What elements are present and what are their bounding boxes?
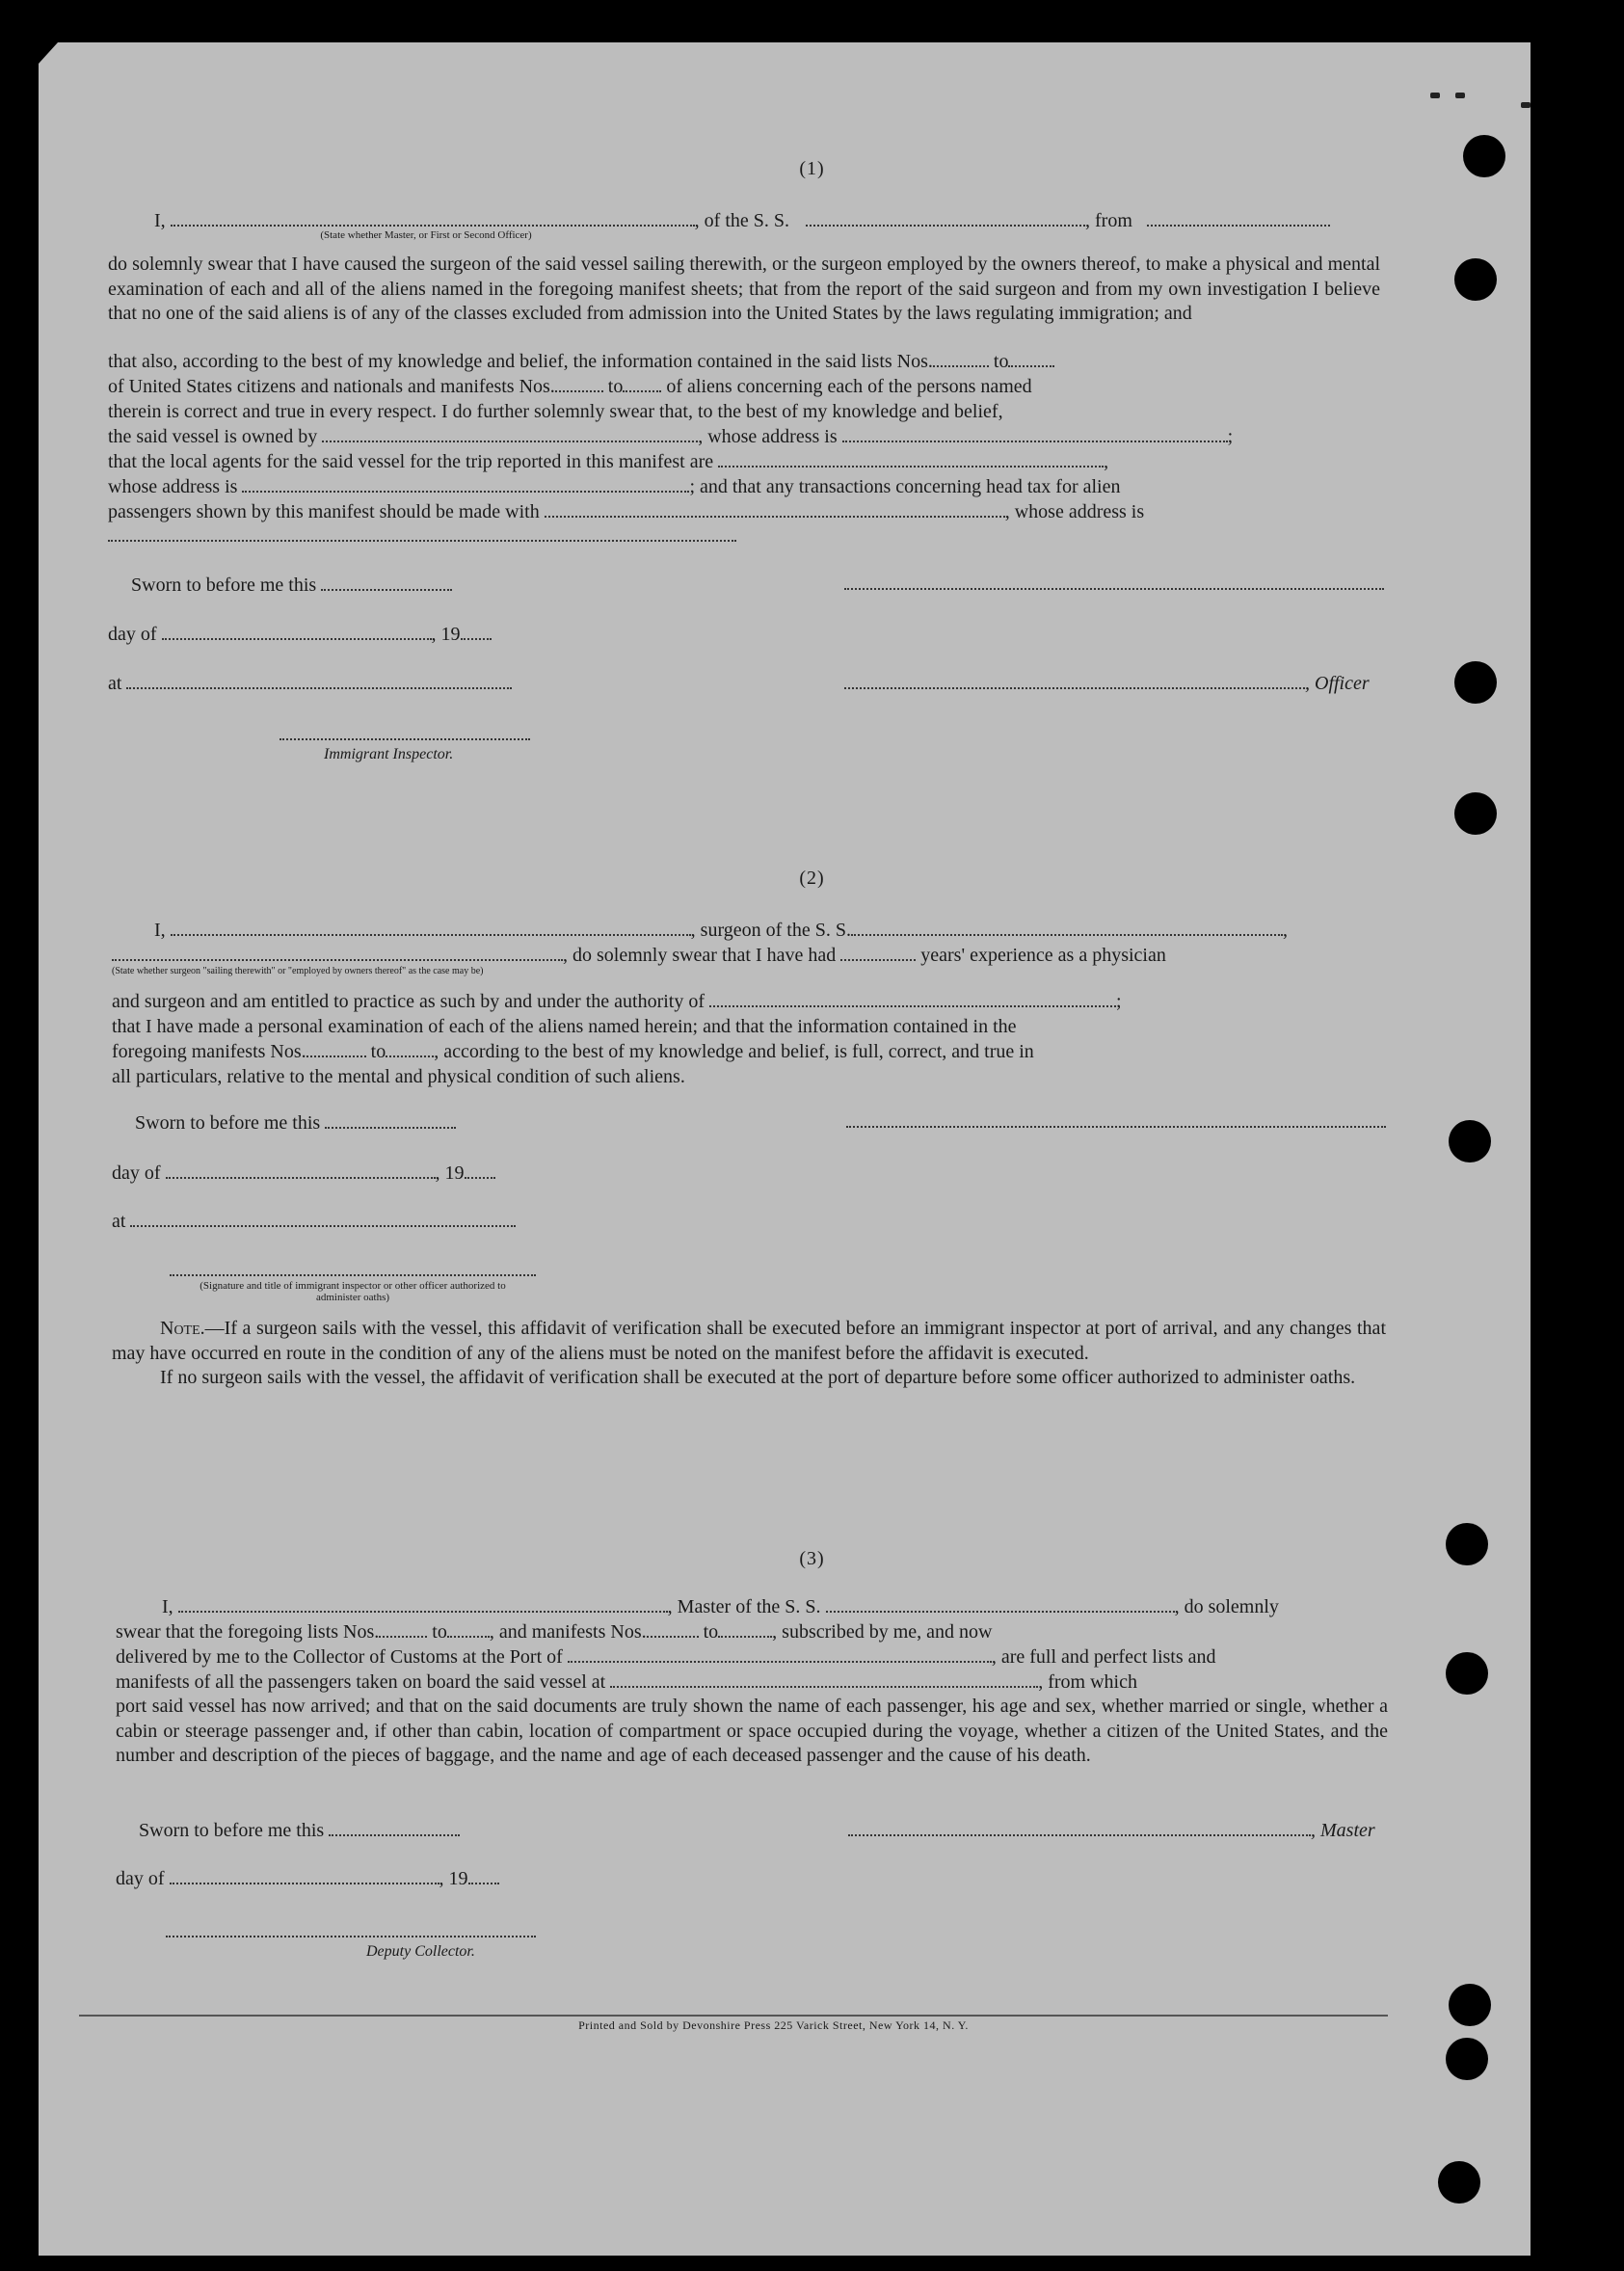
s2-note: Note.—If a surgeon sails with the vessel, this affidavit of verification shall be executed before an immigrant inspector at port of arrival, and any changes that may have occurred en route in the condition of any of the aliens must be noted on the manifest before the affidavit is executed. If no surgeon sails with the vessel, the affidavit of verification shall be executed at the port of departure before some officer authorized to administer oaths.	[112, 1318, 1386, 1389]
punch-hole	[1438, 2161, 1480, 2204]
s1-line-therein: therein is correct and true in every respect. I do further solemnly swear that, to the best of my knowledge and belief,	[108, 401, 1003, 422]
printer-footer: Printed and Sold by Devonshire Press 225 Varick Street, New York 14, N. Y.	[578, 2018, 969, 2032]
s2-line-1: I, , surgeon of the S. S. ,	[154, 920, 1288, 941]
s2-surgeon-signature	[846, 1126, 1386, 1128]
s3-paragraph: port said vessel has now arrived; and that on the said documents are truly shown the name of each passenger, his age and sex, whether married or single, whether a cabin or steerage passenger and, if other than cabin, location of compartment or space occupied during the voyage, whether a citizen of the United States, and the number and description of the pieces of baggage, and the name and age of each deceased passenger and the cause of his death.	[116, 1696, 1388, 1767]
s3-deputy-caption: Deputy Collector.	[366, 1943, 475, 1960]
s1-line-whose: whose address is ; and that any transactions concerning head tax for alien	[108, 476, 1121, 497]
s2-line-4: that I have made a personal examination of each of the aliens named herein; and that the information contained in the	[112, 1016, 1017, 1037]
punch-hole	[1454, 258, 1497, 301]
s1-day-of: day of , 19	[108, 622, 492, 647]
s2-day-of: day of , 19	[112, 1161, 495, 1186]
punch-hole	[1454, 661, 1497, 704]
punch-hole	[1449, 1120, 1491, 1162]
s1-line-agents: that the local agents for the said vessel for the trip reported in this manifest are ,	[108, 451, 1109, 472]
s2-inspector-signature	[170, 1274, 536, 1276]
s1-officer: , Officer	[844, 671, 1370, 696]
s3-master: , Master	[848, 1818, 1375, 1843]
ink-speck	[1521, 102, 1531, 108]
s1-paragraph: do solemnly swear that I have caused the surgeon of the said vessel sailing therewith, or the surgeon employed by the owners thereof, to make a physical and mental examination of each and all of the aliens named in the foregoing manifest sheets; that from the report of the said surgeon and from my own investigation I believe that no one of the said aliens is of any of the classes excluded from admission into the United States by the laws regulating immigration; and	[108, 254, 1380, 325]
section-2-number: (2)	[799, 868, 825, 889]
section-3-number: (3)	[799, 1548, 825, 1569]
s1-master-caption: (State whether Master, or First or Second Officer)	[320, 229, 532, 241]
punch-hole	[1446, 1652, 1488, 1695]
ink-speck	[1430, 93, 1440, 98]
s2-sworn: Sworn to before me this	[135, 1110, 456, 1136]
s1-address-blank	[108, 540, 736, 542]
s1-line-lists: that also, according to the best of my knowledge and belief, the information contained in the said lists Nos. to	[108, 349, 1054, 374]
s2-line-2: , do solemnly swear that I have had years' experience as a physician	[112, 943, 1166, 968]
s3-day-of: day of , 19	[116, 1866, 499, 1891]
s1-line-citizens: of United States citizens and nationals and manifests Nos. to of aliens concerning each of the persons named	[108, 376, 1032, 397]
s3-line-2: swear that the foregoing lists Nos. to , and manifests Nos. to , subscribed by me, and now	[116, 1621, 993, 1643]
s1-officer-signature-top	[844, 588, 1384, 590]
footer-rule	[79, 2015, 1388, 2017]
s3-deputy-signature	[166, 1936, 536, 1937]
s1-sworn: Sworn to before me this	[131, 573, 452, 598]
s2-signature-caption: (Signature and title of immigrant inspector or other officer authorized to administer oaths)	[200, 1280, 506, 1303]
s3-line-3: delivered by me to the Collector of Customs at the Port of , are full and perfect lists and	[116, 1646, 1216, 1668]
s2-at: at	[112, 1209, 516, 1234]
s1-at: at	[108, 671, 512, 696]
s2-line-5: foregoing manifests Nos. to , according to the best of my knowledge and belief, is full, correct, and true in	[112, 1041, 1034, 1062]
section-1-number: (1)	[799, 158, 825, 179]
punch-hole	[1454, 792, 1497, 835]
s3-line-1: I, , Master of the S. S. , do solemnly	[162, 1596, 1279, 1617]
s3-sworn: Sworn to before me this	[139, 1818, 460, 1843]
s1-line-owned: the said vessel is owned by , whose address is ;	[108, 426, 1234, 447]
s3-line-4: manifests of all the passengers taken on board the said vessel at , from which	[116, 1671, 1137, 1693]
ink-speck	[1455, 93, 1465, 98]
punch-hole	[1446, 2038, 1488, 2080]
s2-line-6: all particulars, relative to the mental and physical condition of such aliens.	[112, 1066, 685, 1087]
s1-inspector-caption: Immigrant Inspector.	[324, 746, 454, 762]
s1-line-oath-intro: I, , of the S. S. , from	[154, 208, 1388, 233]
s1-line-passengers: passengers shown by this manifest should be made with , whose address is	[108, 501, 1145, 522]
s2-surgeon-caption: (State whether surgeon "sailing therewith" or "employed by owners thereof" as the case may be)	[112, 966, 484, 976]
s2-line-3: and surgeon and am entitled to practice as such by and under the authority of ;	[112, 991, 1122, 1012]
s1-inspector-signature	[280, 738, 530, 740]
